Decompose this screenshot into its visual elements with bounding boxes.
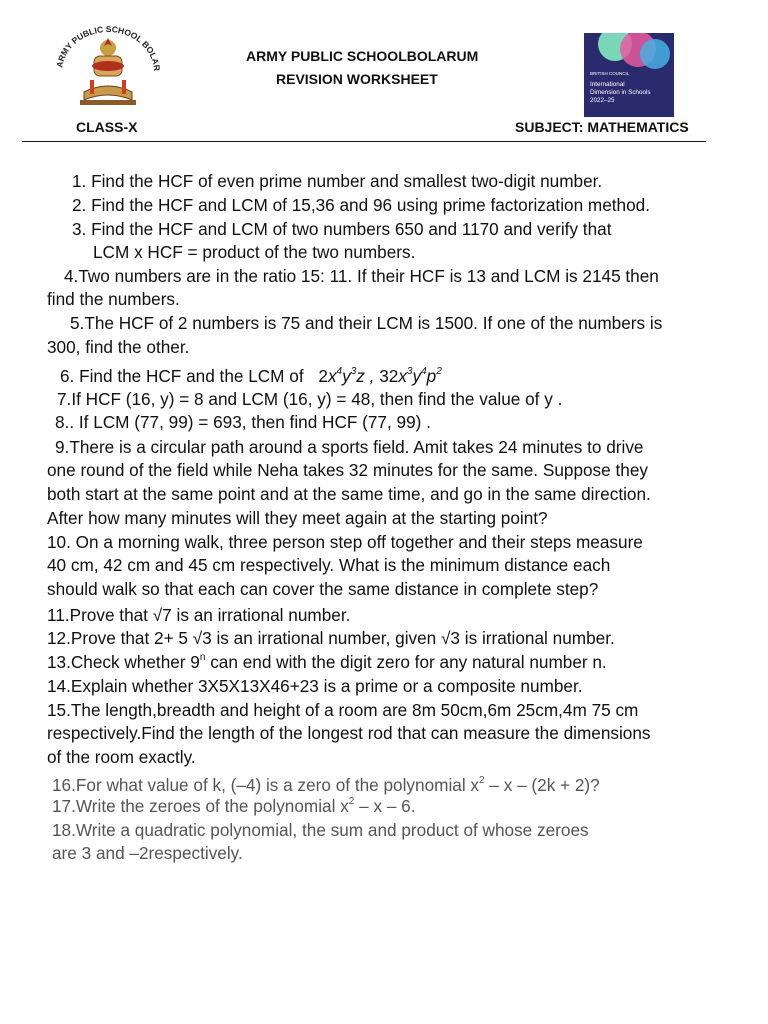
question-6-term1: $2x^4y^3z$ , [318, 366, 375, 386]
header-divider [22, 141, 706, 142]
question-4-line1: 4.Two numbers are in the ratio 15: 11. If their HCF is 13 and LCM is 2145 then [64, 266, 659, 286]
question-6-text: 6. Find the HCF and the LCM of [60, 366, 304, 386]
question-6-term2: $32x^3y^4p^2$ [379, 366, 442, 386]
question-12: 12.Prove that 2+ 5 √3 is an irrational number, given √3 is irrational number. [47, 628, 615, 648]
question-9-line1: 9.There is a circular path around a sports field. Amit takes 24 minutes to drive [55, 437, 644, 457]
question-6 [60, 365, 442, 389]
logo-line2: Dimension in Schools [590, 89, 651, 96]
question-14: 14.Explain whether 3X5X13X46+23 is a prime or a composite number. [47, 676, 583, 696]
crest-arc-text: ARMY PUBLIC SCHOOL BOLAR [54, 23, 163, 72]
question-5-line2: 300, find the other. [47, 337, 190, 357]
question-10-line1: 10. On a morning walk, three person step off together and their steps measure [47, 532, 643, 552]
question-8: 8.. If LCM (77, 99) = 693, then find HCF (77, 99) . [55, 412, 431, 432]
worksheet-title: REVISION WORKSHEET [276, 71, 438, 87]
class-label: CLASS-X [76, 119, 138, 135]
question-1: 1. Find the HCF of even prime number and smallest two-digit number. [72, 171, 603, 191]
question-16: 16.For what value of k, (–4) is a zero of the polynomial $x^2 - x - (2k + 2)$? [52, 775, 600, 795]
org-name: BRITISH COUNCIL [590, 71, 630, 76]
question-13: 13.Check whether 9$^n$ can end with the digit zero for any natural number n. [47, 652, 607, 672]
question-10-line2: 40 cm, 42 cm and 45 cm respectively. What is the minimum distance each [47, 555, 611, 575]
school-name: ARMY PUBLIC SCHOOLBOLARUM [246, 48, 479, 64]
question-3-line2: LCM x HCF = product of the two numbers. [93, 242, 416, 262]
question-18-line2: are 3 and –2respectively. [52, 843, 243, 863]
logo-line3: 2022–25 [590, 97, 615, 104]
question-7: 7.If HCF (16, y) = 8 and LCM (16, y) = 48, then find the value of y . [57, 389, 563, 409]
question-5-line1: 5.The HCF of 2 numbers is 75 and their LCM is 1500. If one of the numbers is [70, 313, 663, 333]
question-9-line2: one round of the field while Neha takes 32 minutes for the same. Suppose they [47, 460, 648, 480]
question-15-line1: 15.The length,breadth and height of a room are 8m 50cm,6m 25cm,4m 75 cm [47, 700, 639, 720]
question-11: 11.Prove that √7 is an irrational number. [47, 605, 351, 625]
question-18-line1: 18.Write a quadratic polynomial, the sum and product of whose zeroes [52, 820, 589, 840]
question-15-line3: of the room exactly. [47, 747, 196, 767]
question-9-line4: After how many minutes will they meet again at the starting point? [47, 508, 548, 528]
logo-line1: International [590, 81, 625, 88]
school-crest-logo [50, 20, 165, 120]
question-9-line3: both start at the same point and at the same time, and go in the same direction. [47, 484, 651, 504]
question-3-line1: 3. Find the HCF and LCM of two numbers 650 and 1170 and verify that [72, 219, 612, 239]
question-2: 2. Find the HCF and LCM of 15,36 and 96 using prime factorization method. [72, 195, 651, 215]
international-dimension-logo [584, 33, 674, 117]
question-15-line2: respectively.Find the length of the longest rod that can measure the dimensions [47, 723, 651, 743]
subject-label: SUBJECT: MATHEMATICS [515, 119, 689, 135]
question-17: 17.Write the zeroes of the polynomial $x^2$ – x – 6. [52, 796, 416, 816]
question-4-line2: find the numbers. [47, 289, 180, 309]
question-10-line3: should walk so that each can cover the same distance in complete step? [47, 579, 599, 599]
